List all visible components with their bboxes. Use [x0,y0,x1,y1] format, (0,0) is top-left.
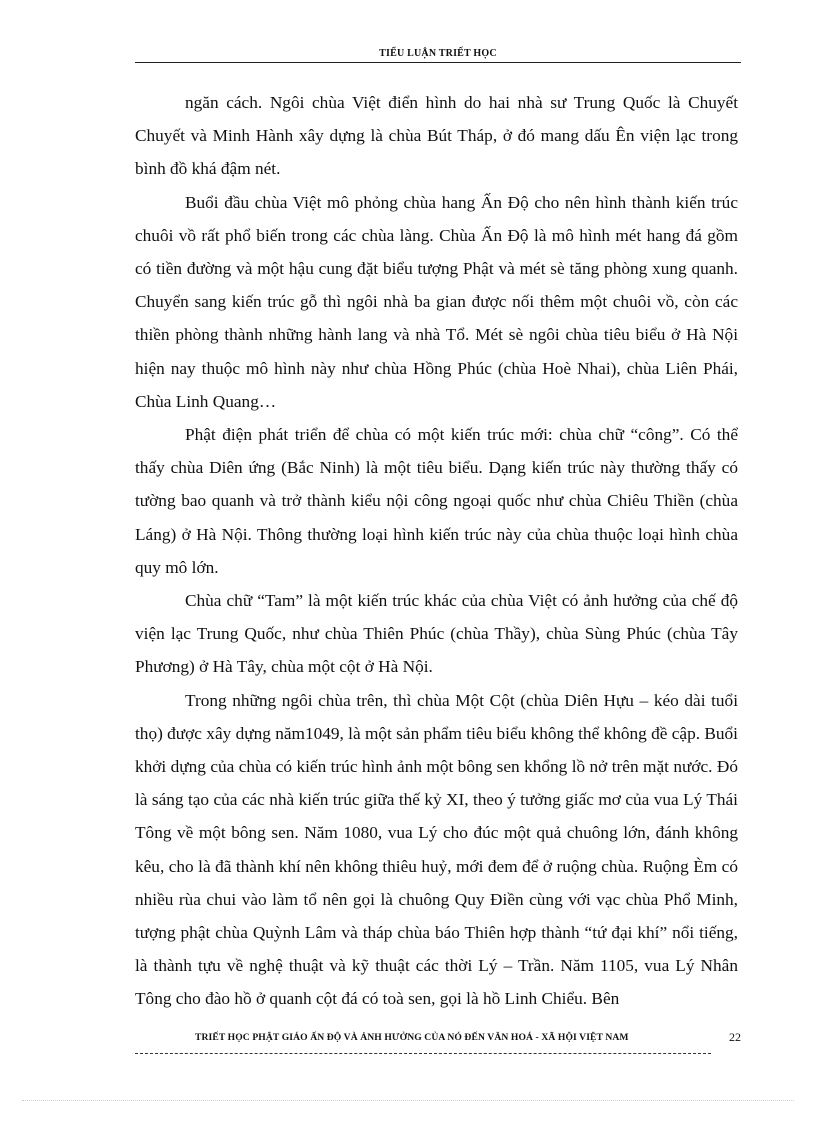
paragraph-3: Phật điện phát triển để chùa có một kiến trúc mới: chùa chữ “công”. Có thể thấy chùa Diên ứng (Bắc Ninh) là một tiêu biểu. Dạng kiến trúc này thường thấy có tường bao quanh và trở thành kiểu nội công ngoại quốc như chùa Chiêu Thiền (chùa Láng) ở Hà Nội. Thông thường loại hình kiến trúc này của chùa thuộc loại hình chùa quy mô lớn. [135,425,738,577]
page-number: 22 [729,1030,741,1044]
footer-title: TRIẾT HỌC PHẬT GIÁO ẤN ĐỘ VÀ ẢNH HƯỞNG CỦA NÓ ĐẾN VĂN HOÁ - XÃ HỘI VIỆT NAM [195,1032,629,1043]
running-header: TIỂU LUẬN TRIẾT HỌC [379,48,497,59]
paragraph-4: Chùa chữ “Tam” là một kiến trúc khác của chùa Việt có ảnh hưởng của chế độ viện lạc Trung Quốc, như chùa Thiên Phúc (chùa Thầy), chùa Sùng Phúc (chùa Tây Phương) ở Hà Tây, chùa một cột ở Hà Nội. [135,591,738,677]
footer-rule [135,1053,711,1054]
running-footer [135,1032,741,1046]
paragraph-5: Trong những ngôi chùa trên, thì chùa Một Cột (chùa Diên Hựu – kéo dài tuổi thọ) được xây dựng năm1049, là một sản phẩm tiêu biểu không thể không đề cập. Buổi khởi dựng của chùa có kiến trúc hình ảnh một bông sen khổng lồ nở trên mặt nước. Đó là sáng tạo của các nhà kiến trúc giữa thế kỷ XI, theo ý tưởng giấc mơ của vua Lý Thái Tông về một bông sen. Năm 1080, vua Lý cho đúc một quả chuông lớn, đánh không kêu, cho là đã thành khí nên không thiêu huỷ, mới đem để ở ruộng chùa. Ruộng Èm có nhiều rùa chui vào làm tổ nên gọi là chuông Quy Điền cùng với vạc chùa Phổ Minh, tượng phật chùa Quỳnh Lâm và tháp chùa báo Thiên hợp thành “tứ đại khí” nổi tiếng, là thành tựu về nghệ thuật và kỹ thuật các thời Lý – Trần. Năm 1105, vua Lý Nhân Tông cho đào hồ ở quanh cột đá có toà sen, gọi là hồ Linh Chiểu. Bên [135,690,738,1009]
body-text [135,86,738,1016]
paragraph-2: Buổi đầu chùa Việt mô phỏng chùa hang Ấn Độ cho nên hình thành kiến trúc chuôi vồ rất phổ biến trong các chùa làng. Chùa Ấn Độ là mô hình mét hang đá gồm có tiền đường và một hậu cung đặt biểu tượng Phật và mét sè tăng phòng xung quanh. Chuyển sang kiến trúc gỗ thì ngôi nhà ba gian được nối thêm một chuôi vồ, còn các thiền phòng thành những hành lang và nhà Tổ. Mét sè ngôi chùa tiêu biểu ở Hà Nội hiện nay thuộc mô hình này như chùa Hồng Phúc (chùa Hoè Nhai), chùa Liên Phái, Chùa Linh Quang… [135,192,738,411]
paragraph-1: ngăn cách. Ngôi chùa Việt điển hình do hai nhà sư Trung Quốc là Chuyết Chuyết và Minh Hành xây dựng là chùa Bút Tháp, ở đó mang dấu Ên viện lạc trong bình đồ khá đậm nét. [135,93,738,179]
header-rule [135,62,741,63]
page-bottom-edge [22,1100,794,1101]
